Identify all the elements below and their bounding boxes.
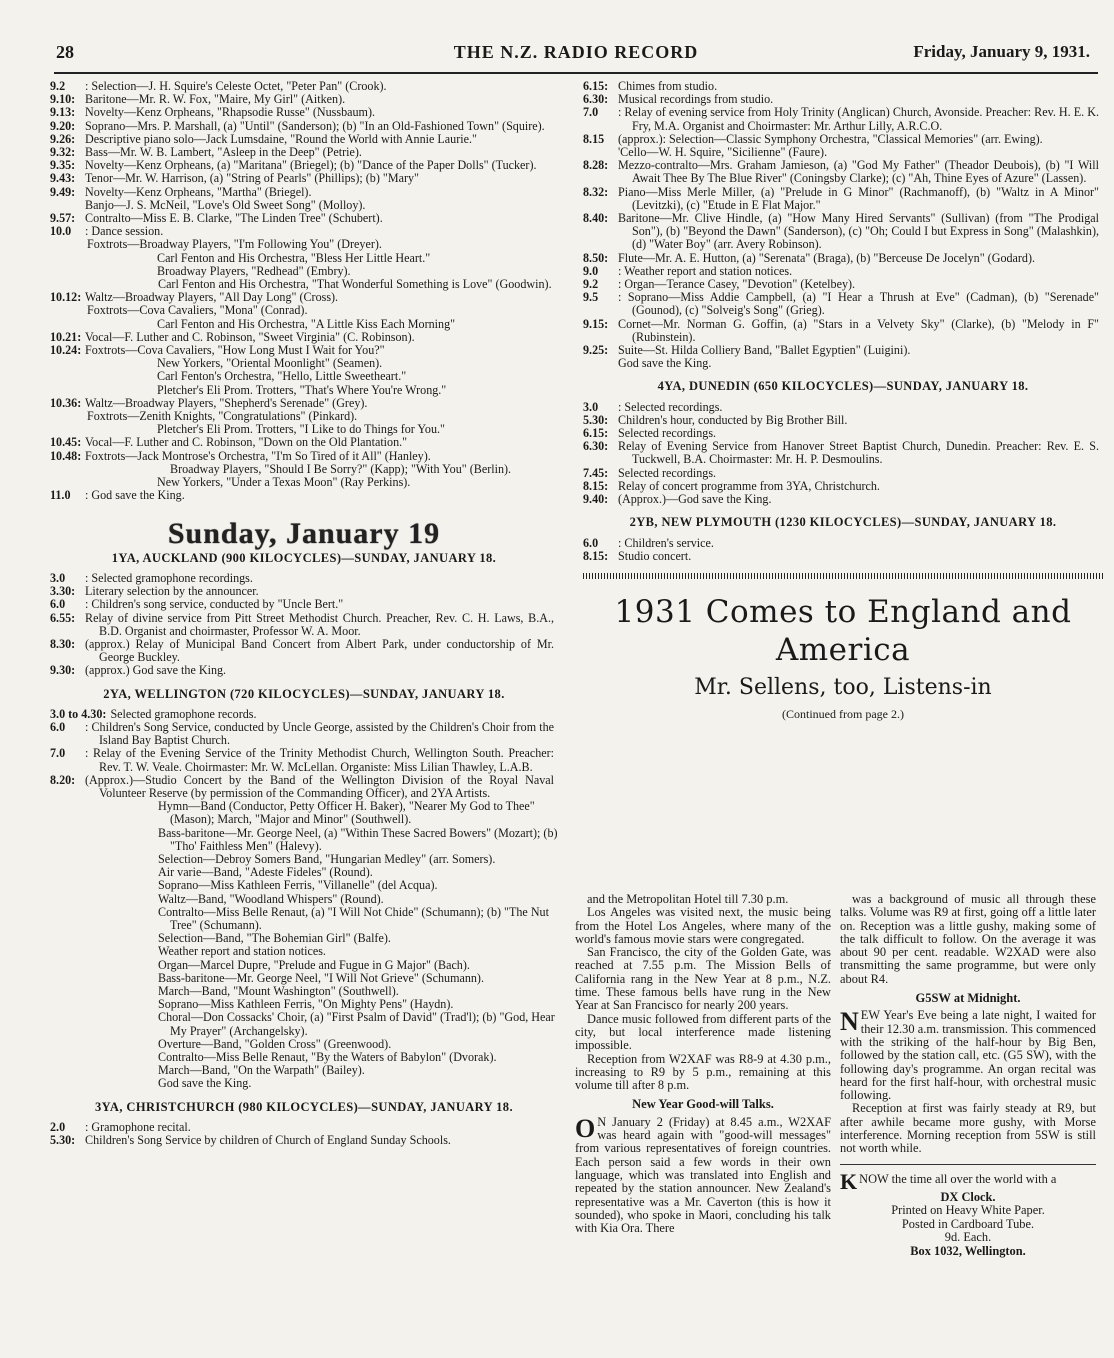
programme-item	[50, 370, 558, 383]
programme-time: 10.36:	[50, 395, 82, 410]
programme-3ya-continued	[583, 80, 1103, 370]
programme-line: Organ—Marcel Dupre, "Prelude and Fugue in G Major" (Bach).	[158, 957, 470, 972]
programme-time: 9.57:	[50, 211, 76, 226]
programme-item	[583, 159, 1103, 185]
programme-item	[50, 721, 558, 747]
article-paragraph: San Francisco, the city of the Golden Gate, was reached at 7.55 p.m. The Mission Bells of California rang in the New Year at 8 p.m., N.Z. time. These famous bells have rung in the New Year at San Francisco for nearly 200 years.	[575, 945, 831, 1013]
programme-item	[50, 664, 558, 677]
programme-entry: 'Cello—W. H. Squire, "Sicilienne" (Faure).	[618, 145, 828, 160]
programme-entry: Tenor—Mr. W. Harrison, (a) "String of Pearls" (Phillips); (b) "Mary"	[85, 171, 419, 186]
programme-item	[50, 172, 558, 185]
programme-entry: (Approx.)—Studio Concert by the Band of the Wellington Division of the Royal Naval Volunteer Reserve (by permission of the Commanding Officer), and 2YA Artists.	[85, 772, 554, 800]
programme-line: March—Band, "Mount Washington" (Southwell).	[158, 984, 399, 998]
programme-time: 9.43:	[50, 171, 76, 186]
programme-item	[50, 436, 558, 449]
programme-item	[583, 401, 1103, 414]
programme-time: 7.45:	[583, 465, 609, 480]
continued-note: (Continued from page 2.)	[782, 707, 904, 722]
article-paragraph: Reception at first was fairly steady at R9, but after awhile became more gushy, with Morse interference. Morning reception from 5SW is still not worth while.	[840, 1101, 1096, 1156]
programme-time: 8.50:	[583, 250, 609, 265]
programme-line: Soprano—Miss Kathleen Ferris, "On Mighty Pens" (Haydn).	[158, 997, 454, 1012]
programme-entry: : God save the King.	[85, 488, 185, 503]
programme-entry: Soprano—Mrs. P. Marshall, (a) "Until" (Sanderson); (b) "In an Old-Fashioned Town" (Squire).	[85, 118, 545, 133]
station-heading-1ya: 1YA, AUCKLAND (900 KILOCYCLES)—SUNDAY, JANUARY 18.	[111, 550, 497, 565]
programme-item	[50, 708, 558, 721]
article-subheading: New Year Good-will Talks.	[632, 1097, 774, 1112]
programme-time: 6.0	[50, 719, 66, 734]
publication-title: THE N.Z. RADIO RECORD	[453, 42, 699, 62]
programme-item	[50, 598, 558, 611]
programme-line: Waltz—Band, "Woodland Whispers" (Round).	[158, 891, 384, 906]
programme-line: Bass-baritone—Mr. George Neel, (a) "Within These Sacred Bowers" (Mozart); (b) "Tho' Faithless Men" (Halevy).	[158, 825, 558, 853]
programme-time: 6.30:	[583, 92, 609, 107]
programme-item	[583, 186, 1103, 212]
article-subheading: G5SW at Midnight.	[915, 991, 1021, 1006]
programme-time: 9.0	[583, 263, 599, 278]
ad-line: Printed on Heavy White Paper.	[891, 1203, 1045, 1218]
programme-entry: Relay of divine service from Pitt Street Methodist Church. Preacher, Rev. C. H. Laws, B.A., B.D. Organist and choirmaster, Professor W. A. Moor.	[85, 610, 554, 638]
programme-entry: Broadway Players, "Should I Be Sorry?" (Kapp); "With You" (Berlin).	[170, 461, 512, 476]
article-paragraph	[840, 1009, 1096, 1102]
programme-entry: Carl Fenton's Orchestra, "Hello, Little Sweetheart."	[157, 369, 407, 384]
station-heading-4ya: 4YA, DUNEDIN (650 KILOCYCLES)—SUNDAY, JANUARY 18.	[657, 379, 1029, 394]
programme-entry: Descriptive piano solo—Jack Lumsdaine, "Round the World with Annie Laurie."	[85, 131, 477, 146]
programme-entry: : Selection—J. H. Squire's Celeste Octet, "Peter Pan" (Crook).	[85, 79, 387, 93]
programme-entry: : Dance session.	[85, 224, 164, 239]
dance-session-list	[50, 238, 558, 291]
header-rule	[54, 72, 1098, 74]
programme-line: Carl Fenton and His Orchestra, "That Wonderful Something is Love" (Goodwin).	[158, 277, 552, 292]
programme-time: 9.26:	[50, 131, 76, 146]
programme-entry: Selected recordings.	[618, 465, 717, 480]
programme-time: 3.30:	[50, 584, 76, 599]
programme-time: 9.30:	[50, 663, 76, 678]
programme-item	[50, 384, 558, 397]
programme-item	[583, 357, 1103, 370]
programme-4ya	[583, 401, 1103, 507]
ad-product-name: DX Clock.	[940, 1189, 996, 1204]
article-headline: 1931 Comes to England and America	[614, 593, 1072, 668]
programme-time: 9.15:	[583, 316, 609, 331]
programme-entry: : Children's service.	[618, 535, 714, 550]
programme-entry: Contralto—Miss E. B. Clarke, "The Linden Tree" (Schubert).	[85, 211, 383, 226]
programme-item	[50, 106, 558, 119]
programme-time: 7.0	[583, 105, 599, 120]
article-column-1	[575, 893, 831, 1235]
programme-time: 11.0	[50, 488, 71, 503]
programme-line: Bass-baritone—Mr. George Neel, "I Will Not Grieve" (Schumann).	[158, 970, 484, 985]
programme-line: Weather report and station notices.	[158, 944, 326, 959]
programme-entry: God save the King.	[618, 356, 712, 371]
programme-item	[50, 186, 558, 199]
section-divider	[583, 573, 1103, 579]
programme-item	[583, 252, 1103, 265]
programme-2ya	[50, 708, 558, 800]
programme-item	[50, 120, 558, 133]
programme-entry: Baritone—Mr. Clive Hindle, (a) "How Many Hired Servants" (Sullivan) (from "The Prodigal Son"), (b) "Beyond the Dawn" (Sanderson), (c) "Oh; Could I but Express in Song" (Malashkin), (d) "Water Boy" (arr. Avery Robinson).	[618, 211, 1099, 252]
programme-item	[583, 212, 1103, 252]
station-heading-2yb: 2YB, NEW PLYMOUTH (1230 KILOCYCLES)—SUNDAY, JANUARY 18.	[629, 515, 1057, 530]
page-header	[56, 42, 1096, 68]
programme-item	[583, 291, 1103, 317]
programme-3ya	[50, 1121, 558, 1147]
programme-item	[50, 638, 558, 664]
programme-line: Overture—Band, "Golden Cross" (Greenwood).	[158, 1036, 392, 1051]
programme-entry: (approx.) Relay of Municipal Band Concert from Albert Park, under conductorship of Mr. George Buckley.	[85, 636, 554, 665]
programme-entry: : Selected gramophone recordings.	[85, 570, 253, 585]
programme-entry: Bass—Mr. W. B. Lambert, "Asleep in the Deep" (Petrie).	[85, 145, 362, 160]
programme-line: March—Band, "On the Warpath" (Bailey).	[158, 1063, 365, 1078]
programme-entry: Selected gramophone records.	[110, 706, 257, 721]
programme-time: 6.15:	[583, 426, 609, 441]
article-paragraph: Reception from W2XAF was R8-9 at 4.30 p.m., increasing to R9 by 5 p.m., remaining at this volume till after 8 p.m.	[575, 1051, 831, 1093]
article-paragraph: and the Metropolitan Hotel till 7.30 p.m.	[587, 892, 789, 906]
programme-entry: Waltz—Broadway Players, "All Day Long" (Cross).	[85, 290, 339, 305]
programme-entry: Relay of Evening Service from Hanover Street Baptist Church, Dunedin. Preacher: Rev. E. S. Tuckwell, B.A. Choirmaster: Mr. H. P. Desmoulins.	[618, 439, 1099, 467]
programme-entry: (Approx.)—God save the King.	[618, 492, 772, 507]
ad-lead-text: NOW the time all over the world with a	[859, 1171, 1057, 1186]
right-column	[583, 80, 1103, 729]
programme-item	[50, 304, 558, 317]
programme-entry: Cornet—Mr. Norman G. Goffin, (a) "Stars in a Velvety Sky" (Clarke), (b) "Melody in F" (Rubinstein).	[618, 316, 1099, 344]
programme-time: 5.30:	[50, 1133, 76, 1148]
programme-entry: Novelty—Kenz Orpheans, "Rhapsodie Russe" (Nussbaum).	[85, 105, 375, 120]
programme-time: 8.40:	[583, 211, 609, 226]
programme-entry: Children's hour, conducted by Big Brother Bill.	[618, 412, 848, 427]
programme-list-continued	[50, 80, 558, 238]
programme-line: Hymn—Band (Conductor, Petty Officer H. Baker), "Nearer My God to Thee" (Mason); March, "Major and Minor" (Southwell).	[158, 799, 535, 827]
programme-item	[50, 612, 558, 638]
ad-price: 9d. Each.	[944, 1230, 992, 1245]
programme-time: 9.10:	[50, 92, 76, 107]
programme-entry: Baritone—Mr. R. W. Fox, "Maire, My Girl" (Aitken).	[85, 92, 346, 107]
drop-cap: K	[840, 1168, 858, 1194]
programme-line: Selection—Band, "The Bohemian Girl" (Balfe).	[158, 931, 391, 946]
programme-entry: Banjo—J. S. McNeil, "Love's Old Sweet Song" (Molloy).	[85, 197, 366, 212]
programme-time: 10.45:	[50, 435, 82, 450]
programme-time: 2.0	[50, 1119, 66, 1134]
programme-time: 9.35:	[50, 158, 76, 173]
programme-time: 8.20:	[50, 772, 76, 787]
programme-entry: (approx.): Selection—Classic Symphony Orchestra, "Classical Memories" (arr. Ewing).	[618, 131, 1043, 146]
programme-entry: : Relay of the Evening Service of the Trinity Methodist Church, Wellington South. Preacher: Rev. T. W. Veale. Choirmaster: Mr. W. McLellan. Organiste: Miss Lilian Thawley, L.A.B.	[85, 746, 554, 774]
programme-time: 8.15	[583, 131, 605, 146]
programme-2ya-concert	[50, 800, 558, 1090]
article-paragraph-text: N January 2 (Friday) at 8.45 a.m., W2XAF was heard again with "good-will messages" from various representatives of foreign countries. Each person said a few words in their own language, which was translated into English and repeated by the station announcer. New Zealand's representative was a Mr. Caverton (this is how it sounded), who spoke in Maori, concluding his talk with Kia Ora. There	[575, 1114, 831, 1236]
station-heading-2ya: 2YA, WELLINGTON (720 KILOCYCLES)—SUNDAY, JANUARY 18.	[103, 686, 505, 701]
ad-product	[840, 1191, 1096, 1205]
programme-entry: Suite—St. Hilda Colliery Band, "Ballet Egyptien" (Luigini).	[618, 343, 911, 358]
programme-time: 10.12:	[50, 290, 82, 305]
programme-entry: Foxtrots—Cova Cavaliers, "Mona" (Conrad).	[87, 303, 308, 318]
programme-entry: : Children's song service, conducted by "Uncle Bert."	[85, 597, 344, 612]
issue-date: Friday, January 9, 1931.	[913, 42, 1090, 61]
article-paragraph: Dance music followed from different parts of the city, but local interference made listening impossible.	[575, 1011, 831, 1053]
programme-entry: Relay of concert programme from 3YA, Christchurch.	[618, 478, 880, 493]
programme-line: Contralto—Miss Belle Renaut, (a) "I Will Not Chide" (Schumann); (b) "The Nut Tree" (Schumann).	[158, 904, 549, 932]
programme-entry: : Gramophone recital.	[85, 1119, 191, 1134]
programme-time: 10.0	[50, 224, 72, 239]
programme-line: Selection—Debroy Somers Band, "Hungarian Medley" (arr. Somers).	[158, 851, 496, 866]
programme-entry: Waltz—Broadway Players, "Shepherd's Serenade" (Grey).	[85, 395, 368, 410]
article-subheadline: Mr. Sellens, too, Listens-in	[694, 674, 992, 700]
programme-item	[50, 450, 558, 463]
programme-time: 8.28:	[583, 158, 609, 173]
programme-entry: Novelty—Kenz Orpheans, (a) "Maritana" (Briegel); (b) "Dance of the Paper Dolls" (Tucker).	[85, 158, 537, 173]
programme-time: 9.25:	[583, 343, 609, 358]
programme-line: Foxtrots—Broadway Players, "I'm Following You" (Dreyer).	[87, 237, 382, 252]
programme-entry: Pletcher's Eli Prom. Trotters, "That's Where You're Wrong."	[157, 382, 447, 397]
programme-entry: Literary selection by the announcer.	[85, 584, 259, 599]
programme-item	[583, 467, 1103, 480]
sunday-heading: Sunday, January 19	[167, 516, 441, 550]
article-column-2	[840, 893, 1096, 1258]
station-heading-3ya: 3YA, CHRISTCHURCH (980 KILOCYCLES)—SUNDAY, JANUARY 18.	[95, 1099, 513, 1114]
programme-entry: New Yorkers, "Oriental Moonlight" (Seamen).	[157, 356, 383, 371]
programme-time: 10.48:	[50, 448, 82, 463]
programme-2yb	[583, 537, 1103, 563]
programme-entry: Foxtrots—Zenith Knights, "Congratulations" (Pinkard).	[87, 409, 358, 424]
programme-item	[583, 440, 1103, 466]
programme-time: 6.30:	[583, 439, 609, 454]
programme-time: 3.0	[583, 399, 599, 414]
article-paragraph: was a background of music all through these talks. Volume was R9 at first, going off a little later on. Reception was a little gushy, making some of the talk difficult to follow. On the average it was about 90 per cent. readable. W2XAD were also transmitting the same programme, but were only about R4.	[840, 892, 1096, 986]
programme-entry: Musical recordings from studio.	[618, 92, 774, 107]
dance-session-list-continued	[50, 291, 558, 502]
programme-item	[50, 318, 558, 331]
programme-time: 9.32:	[50, 145, 76, 160]
programme-item	[50, 747, 558, 773]
programme-line: Carl Fenton and His Orchestra, "Bless Her Little Heart."	[157, 250, 431, 265]
programme-time: 5.30:	[583, 412, 609, 427]
ad-line: Posted in Cardboard Tube.	[901, 1216, 1035, 1231]
article-paragraphs	[840, 893, 1096, 986]
programme-line: God save the King.	[158, 1076, 252, 1091]
programme-entry: : Selected recordings.	[618, 399, 723, 414]
programme-entry: : Soprano—Miss Addie Campbell, (a) "I Hear a Thrush at Eve" (Cadman), (b) "Serenade" (Gounod), (c) "Solveig's Song" (Grieg).	[618, 290, 1099, 318]
ad-lead	[840, 1168, 1096, 1194]
programme-entry: Selected recordings.	[618, 426, 717, 441]
programme-entry: : Weather report and station notices.	[618, 263, 793, 278]
programme-entry: Novelty—Kenz Orpheans, "Martha" (Briegel).	[85, 184, 312, 199]
programme-1ya	[50, 572, 558, 678]
drop-cap: O	[575, 1113, 596, 1143]
article-paragraph-text: EW Year's Eve being a late night, I waited for their 12.30 a.m. transmission. This commenced with the striking of the half-hour by Big Ben, followed by the station call, etc. (G5 SW), with the following day's programme. An organ recital was heard for the first half-hour, with orchestral music following.	[840, 1008, 1096, 1103]
programme-time: 8.15:	[583, 478, 609, 493]
programme-entry: Foxtrots—Cova Cavaliers, "How Long Must I Wait for You?"	[85, 343, 385, 358]
programme-item	[583, 537, 1103, 550]
programme-time: 10.21:	[50, 329, 82, 344]
programme-entry: (approx.) God save the King.	[85, 663, 227, 678]
programme-line: Choral—Don Cossacks' Choir, (a) "First Psalm of David" (Trad'l); (b) "God, Hear My Prayer" (Archangelsky).	[158, 1010, 555, 1038]
programme-item	[583, 550, 1103, 563]
article-paragraphs	[575, 893, 831, 1092]
programme-item	[50, 1134, 558, 1147]
programme-time: 9.49:	[50, 184, 76, 199]
article-body	[575, 893, 1100, 1353]
programme-entry: Carl Fenton and His Orchestra, "A Little Kiss Each Morning"	[157, 316, 456, 331]
programme-entry: Vocal—F. Luther and C. Robinson, "Sweet Virginia" (C. Robinson).	[85, 329, 415, 344]
programme-time: 10.24:	[50, 343, 82, 358]
programme-time: 8.30:	[50, 636, 76, 651]
programme-time: 9.13:	[50, 105, 76, 120]
page-number: 28	[56, 42, 74, 62]
programme-time: 7.0	[50, 746, 66, 761]
ad-address: Box 1032, Wellington.	[910, 1243, 1026, 1258]
programme-time: 6.15:	[583, 79, 609, 93]
programme-time: 6.55:	[50, 610, 76, 625]
programme-entry: : Children's Song Service, conducted by Uncle George, assisted by the Children's Choir from the Island Bay Baptist Church.	[85, 719, 554, 748]
programme-time: 9.2	[583, 277, 599, 292]
article-paragraph: Los Angeles was visited next, the music being from the Hotel Los Angeles, where many of the world's famous movie stars were congregated.	[575, 905, 831, 946]
programme-entry: : Organ—Terance Casey, "Devotion" (Ketelbey).	[618, 277, 856, 292]
programme-time: 3.0 to 4.30:	[50, 706, 107, 721]
programme-entry: Vocal—F. Luther and C. Robinson, "Down on the Old Plantation."	[85, 435, 408, 450]
programme-item	[583, 493, 1103, 506]
programme-item	[50, 489, 558, 502]
programme-entry: Pletcher's Eli Prom. Trotters, "I Like to do Things for You."	[157, 422, 445, 437]
programme-entry: Piano—Miss Merle Miller, (a) "Prelude in G Minor" (Rachmanoff), (b) "Waltz in A Minor" (Levitzki), (c) "Etude in E Flat Major."	[618, 184, 1099, 212]
programme-entry: Flute—Mr. A. E. Hutton, (a) "Serenata" (Braga), (b) "Berceuse De Jocelyn" (Godard).	[618, 250, 1036, 265]
programme-entry: Mezzo-contralto—Mrs. Graham Jamieson, (a) "God My Father" (Theador Deubois), (b) "I Will Await Thee By The Blue River" (Coningsby Clarke); (c) "Ah, Thine Eyes of Azure" (Lassen).	[618, 158, 1099, 186]
programme-entry: Children's Song Service by children of Church of England Sunday Schools.	[85, 1133, 451, 1148]
programme-line: Broadway Players, "Redhead" (Embry).	[157, 263, 351, 278]
article-paragraph	[575, 1113, 831, 1236]
programme-time: 9.2	[50, 79, 66, 93]
left-column	[50, 80, 558, 1147]
programme-line: Air varie—Band, "Adeste Fideles" (Round).	[158, 865, 373, 880]
programme-line: Soprano—Miss Kathleen Ferris, "Villanelle" (del Acqua).	[158, 878, 438, 893]
programme-time: 8.32:	[583, 184, 609, 199]
programme-item	[583, 106, 1103, 132]
programme-time: 8.15:	[583, 548, 609, 563]
programme-entry: Studio concert.	[618, 548, 692, 563]
programme-item	[50, 774, 558, 800]
programme-time: 6.0	[50, 597, 66, 612]
programme-time: 9.20:	[50, 118, 76, 133]
drop-cap: N	[840, 1007, 859, 1037]
programme-time: 9.5	[583, 290, 599, 305]
programme-entry: : Relay of evening service from Holy Trinity (Anglican) Church, Avonside. Preacher: Rev. H. E. K. Fry, M.A. Organist and Choirmaster: Mr. Arthur Lilly, A.R.C.O.	[618, 105, 1099, 133]
programme-item	[583, 318, 1103, 344]
programme-time: 9.40:	[583, 492, 609, 507]
programme-entry: Chimes from studio.	[618, 79, 718, 93]
advertisement	[840, 1164, 1096, 1259]
programme-time: 3.0	[50, 570, 66, 585]
programme-entry: New Yorkers, "Under a Texas Moon" (Ray Perkins).	[157, 475, 411, 490]
programme-entry: Foxtrots—Jack Montrose's Orchestra, "I'm So Tired of it All" (Hanley).	[85, 448, 431, 463]
programme-time: 6.0	[583, 535, 599, 550]
programme-line: Contralto—Miss Belle Renaut, "By the Waters of Babylon" (Dvorak).	[158, 1050, 497, 1065]
